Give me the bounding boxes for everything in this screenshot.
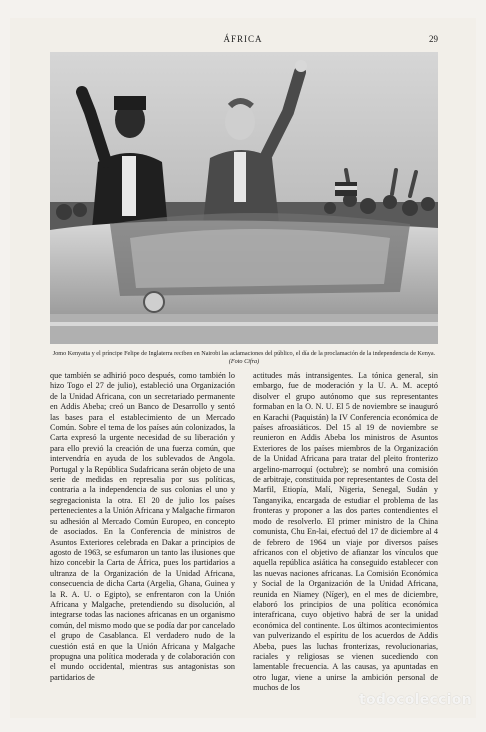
caption-text: Jomo Kenyatta y el príncipe Felipe de Inglaterra reciben en Nairobi las aclamaciones del público, el día de la proclamación de la independencia de Kenya. xyxy=(52,350,436,357)
article-column-left: que también se adhirió poco después, como también lo hizo Togo el 27 de julio), estableció una Organización de la Unidad Africana, con un secretariado permanente en Addis Abeba; creó un Banco de Desarrollo y sentó las bases para el establecimiento de un Mercado Común. Sobre el tema de los países aún colonizados, la Carta expresó la urgente necesidad de su liberación y para ello previó la creación de una fuerza común, que intervendría en ayuda de los sublevados de Angola. Portugal y la República Sudafricana serán objeto de una serie de medidas en represalia por sus políticas, contraria a la independencia de sus colonias el uno y segregacionista la otra. El 20 de julio los países pertenecientes a la Unión Africana y Malgache firmaron su adhesión al Mercado Común Europeo, en concepto de asociados. En la Conferencia de ministros de Asuntos Exteriores celebrada en Dakar a principios de agosto de 1963, se esfumaron un tanto las ilusiones que hizo concebir la Carta de África, pues los partidarios a ultranza de la Organización de la Unidad Africana, consecuencia de dicha Carta (Argelia, Ghana, Guinea y la R. A. U. o Egipto), se enfrentaron con la Unión Africana y Malgache, pretendiendo su disolución, al integrarse todas las naciones africanas en un organismo común, del mismo modo que se podía dar por cancelado el grupo de Casablanca. El verdadero nudo de la cuestión está en que la Unión Africana y Malgache propugna una política moderada y de colaboración con el mundo occidental, mientras sus antagonistas son partidarios de xyxy=(50,371,235,682)
photo-illustration xyxy=(50,52,438,344)
watermark-logo: todocoleccion xyxy=(358,692,472,708)
news-photo xyxy=(50,52,438,344)
running-head: ÁFRICA xyxy=(223,34,263,44)
magazine-page xyxy=(10,18,476,718)
page-number: 29 xyxy=(429,34,438,44)
article-column-right: actitudes más intransigentes. La tónica general, sin embargo, fue de moderación y la U. A. M. aceptó disolver el grupo autónomo que sus representantes formaban en la O. N. U. El 5 de noviembre se inauguró en Karachi (Paquistán) la IV Conferencia económica de países afroasiáticos. Del 15 al 19 de noviembre se reunieron en Addis Abeba los ministros de Asuntos Exteriores de los países miembros de la Organización de la Unidad Africana para tratar del pleito fronterizo argelino-marroquí (octubre); se nombró una comisión de arbitraje, constituida por representantes de Costa del Marfil, Etiopía, Malí, Nigeria, Senegal, Sudán y Tanganyika, encargada de estudiar el problema de las fronteras y proponer a las dos partes contendientes el modo de resolverlo. El primer ministro de la China comunista, Chu En-lai, efectuó del 17 de diciembre al 4 de febrero de 1964 un viaje por diversos países africanos con el objetivo de afianzar los vínculos que aquella república asiática ha conseguido establecer con las nuevas naciones africanas. La Comisión Económica y Social de la Organización de la Unidad Africana, reunida en Niamey (Níger), en el mes de diciembre, elaboró los principios de una política económica interafricana, cuyo objetivo habrá de ser la unidad económica del continente. Los últimos acontecimientos van pulverizando el espíritu de los acuerdos de Addis Abeba, pues las luchas fronterizas, revolucionarias, raciales y religiosas se vienen sucediendo con lamentable frecuencia. A las causas, ya apuntadas en otro lugar, viene a unirse la ambición personal de muchos de los xyxy=(253,371,438,693)
photo-caption xyxy=(50,350,438,366)
photo-credit: (Foto Cifra) xyxy=(228,358,260,365)
